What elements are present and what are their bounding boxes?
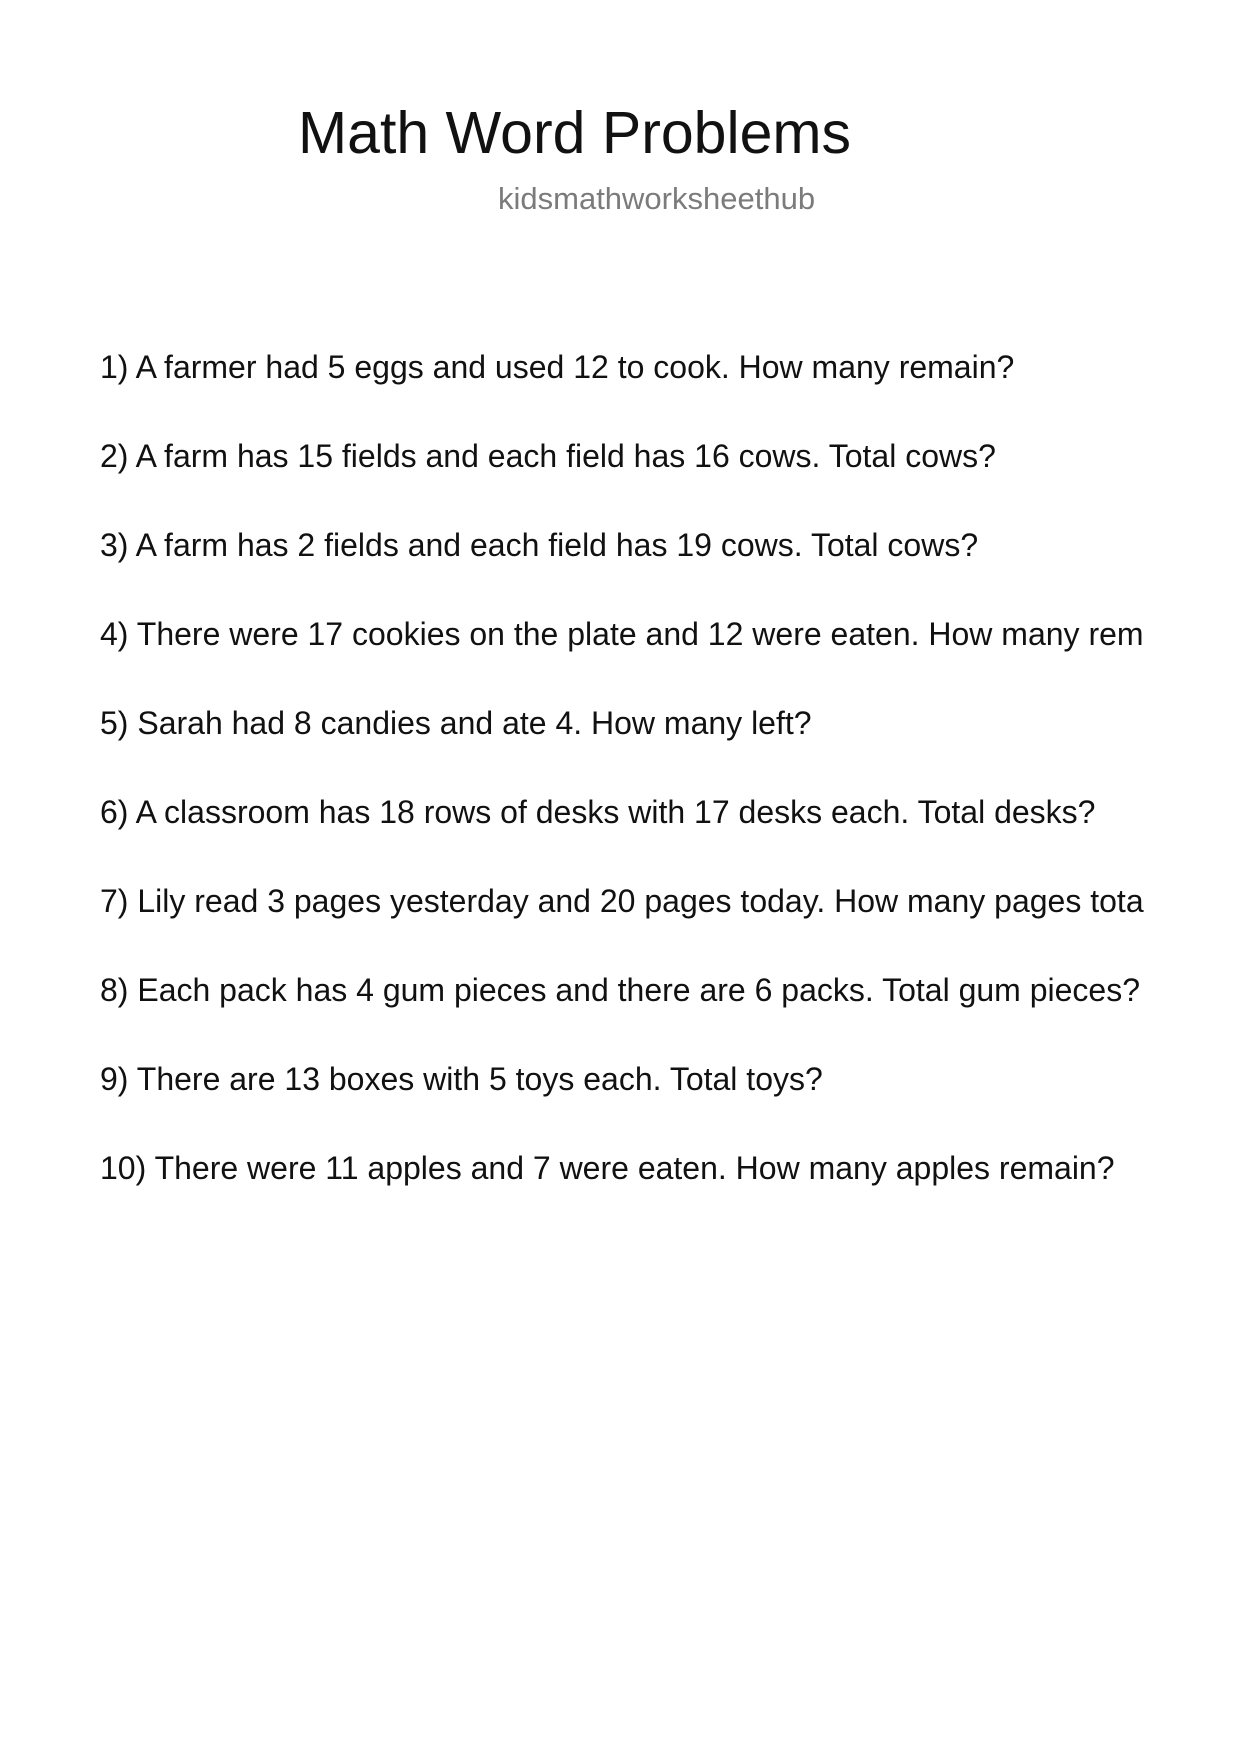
problem-item: 1) A farmer had 5 eggs and used 12 to cook. How many remain? xyxy=(100,349,1015,385)
worksheet-title: Math Word Problems xyxy=(298,100,852,166)
problem-list xyxy=(100,345,1240,1235)
problem-item: 10) There were 11 apples and 7 were eaten. How many apples remain? xyxy=(100,1150,1115,1186)
problem-item: 2) A farm has 15 fields and each field has 16 cows. Total cows? xyxy=(100,438,996,474)
problem-item: 4) There were 17 cookies on the plate and 12 were eaten. How many rem xyxy=(100,616,1144,652)
problem-item: 3) A farm has 2 fields and each field has 19 cows. Total cows? xyxy=(100,527,979,563)
problem-item: 8) Each pack has 4 gum pieces and there are 6 packs. Total gum pieces? xyxy=(100,972,1141,1008)
worksheet-subtitle: kidsmathworksheethub xyxy=(498,181,816,216)
problem-item: 5) Sarah had 8 candies and ate 4. How many left? xyxy=(100,705,812,741)
problem-item: 6) A classroom has 18 rows of desks with 17 desks each. Total desks? xyxy=(100,794,1096,830)
problem-item: 7) Lily read 3 pages yesterday and 20 pages today. How many pages tota xyxy=(100,883,1144,919)
problem-item: 9) There are 13 boxes with 5 toys each. Total toys? xyxy=(100,1061,823,1097)
